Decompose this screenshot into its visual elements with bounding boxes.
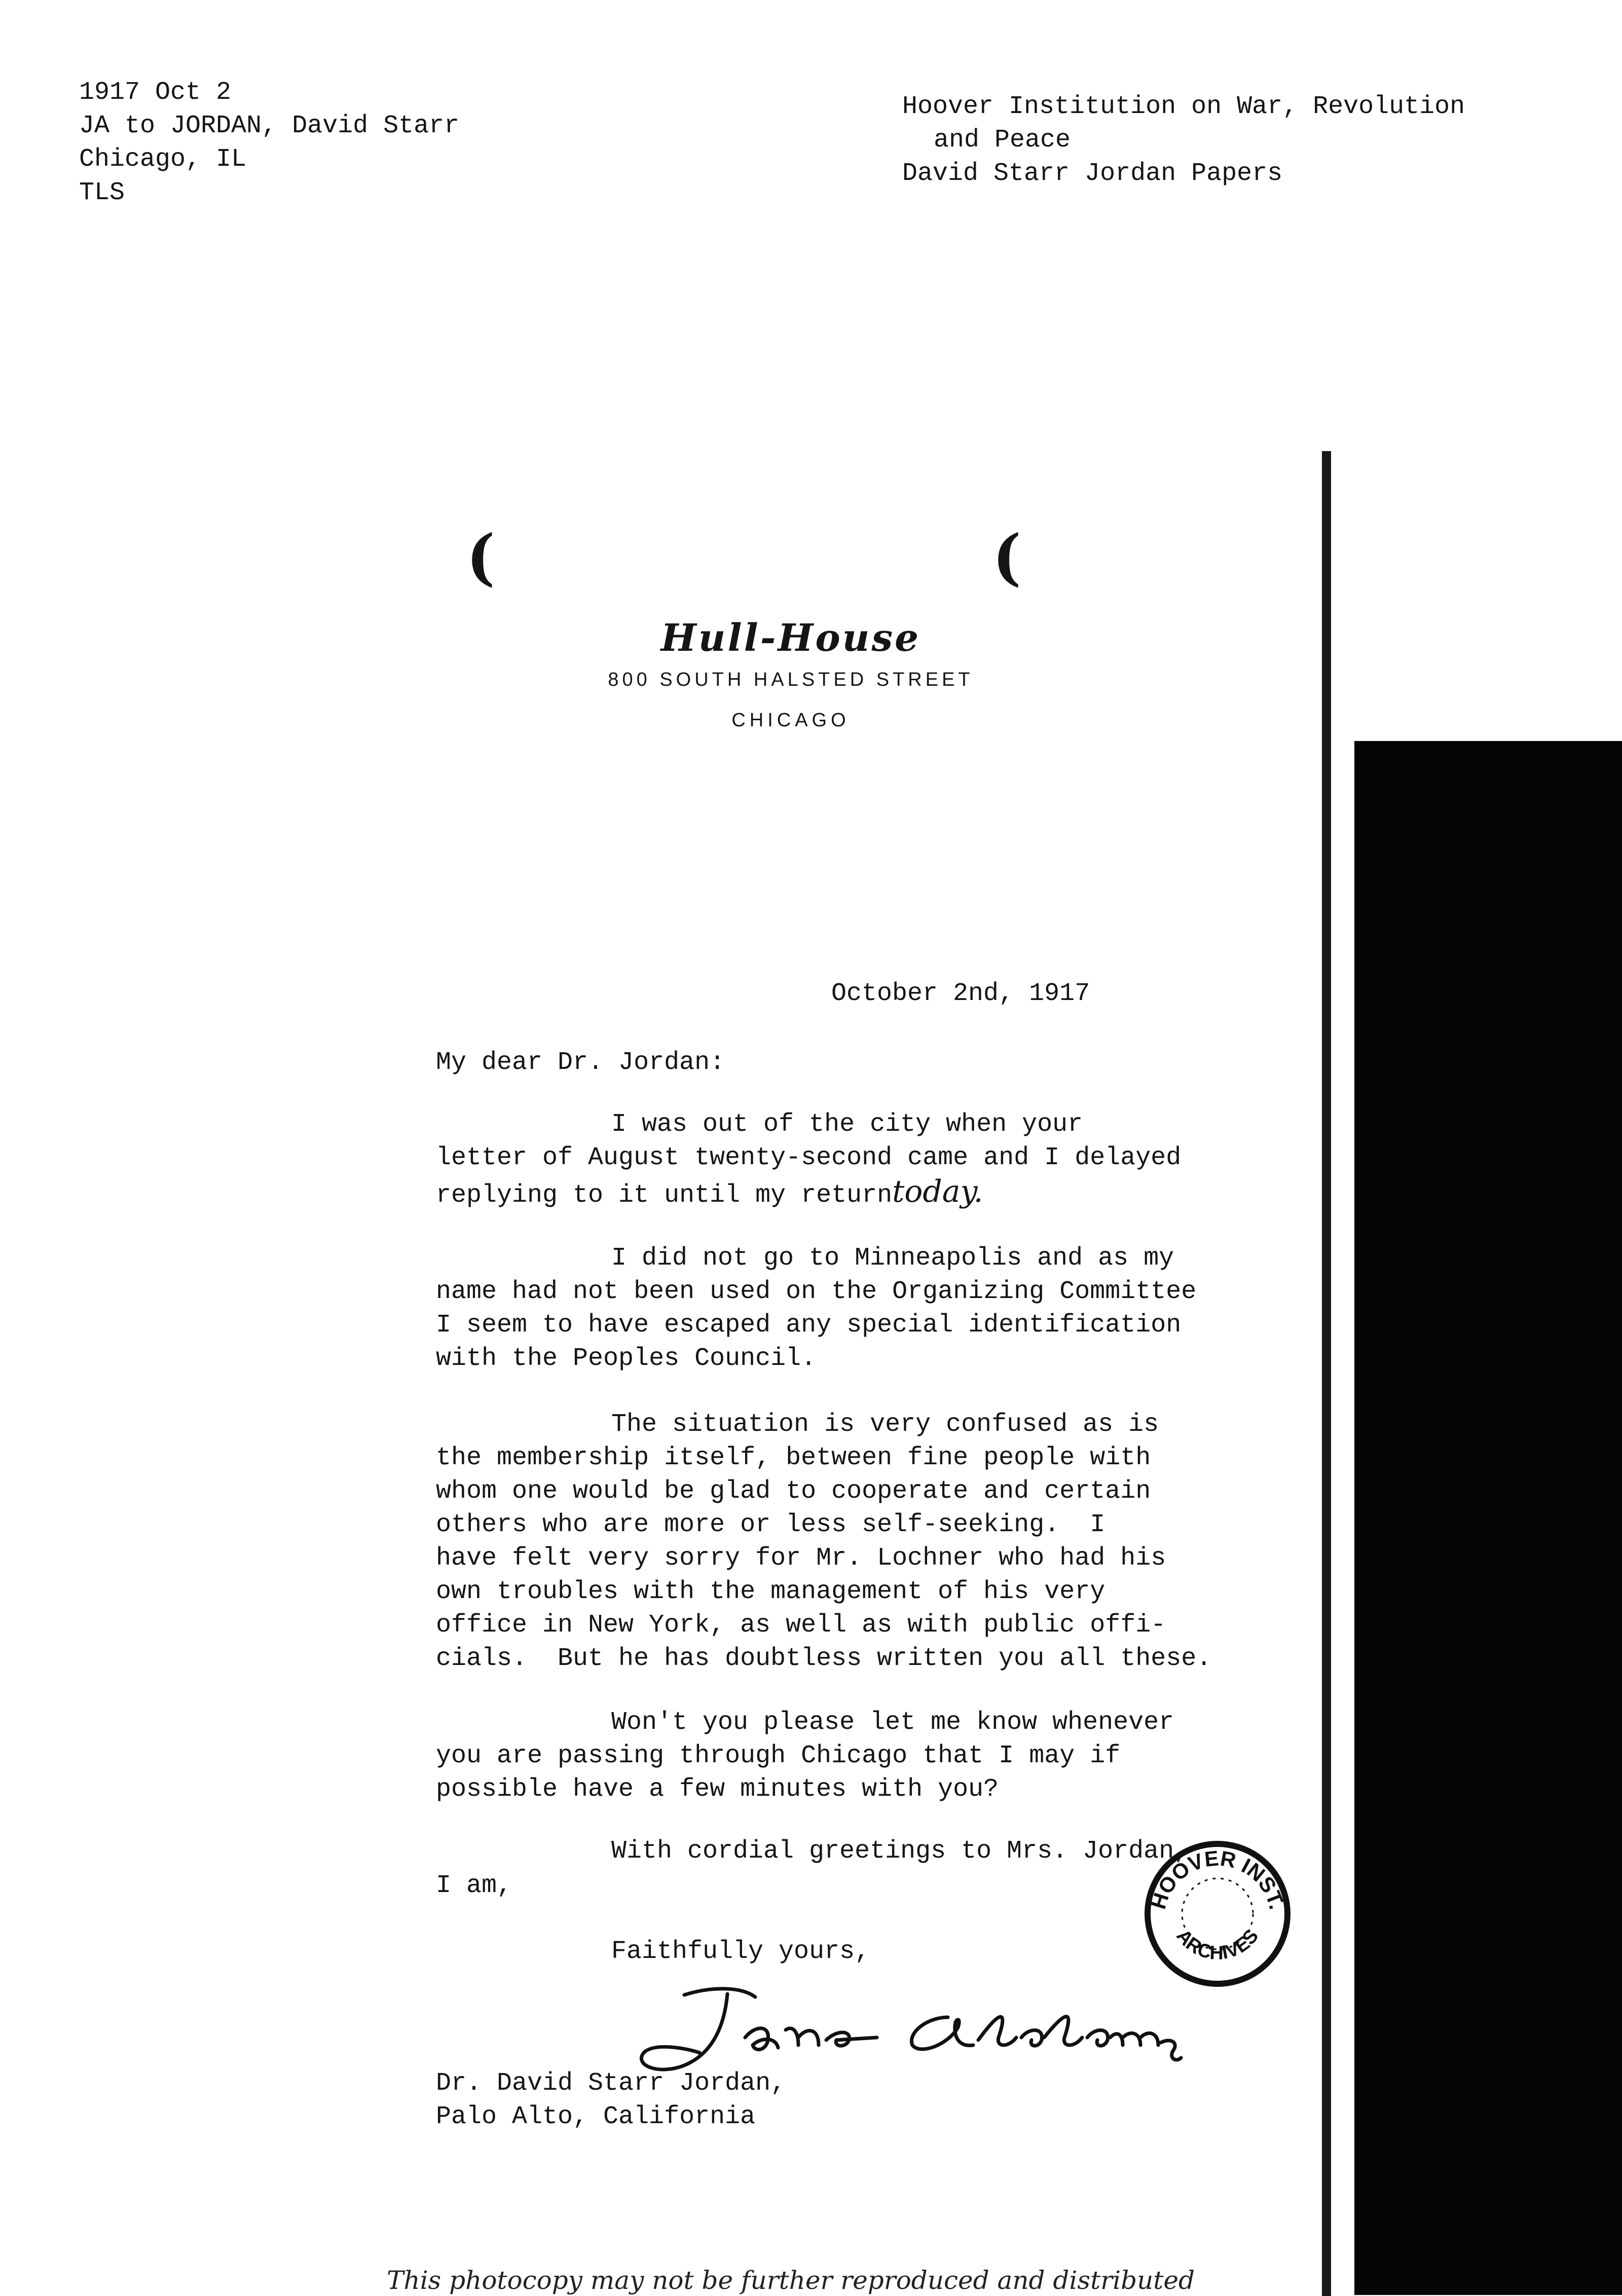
paragraph-line: have felt very sorry for Mr. Lochner who had his <box>436 1544 1166 1573</box>
reproduction-notice: This photocopy may not be further reproduced and distributed <box>387 2266 1195 2295</box>
svg-text:ARCHIVES <box>1172 1925 1263 1964</box>
recipient-name: Dr. David Starr Jordan, <box>436 2069 786 2098</box>
paragraph-line: possible have a few minutes with you? <box>436 1775 999 1804</box>
letter-paragraph-3 <box>436 1408 1211 1676</box>
paragraph-line: own troubles with the management of his very <box>436 1577 1105 1606</box>
repository-name-continued: and Peace <box>934 126 1071 155</box>
paragraph-line: whom one would be glad to cooperate and certain <box>436 1477 1151 1506</box>
letter-recipient <box>436 2067 786 2134</box>
citation-correspondents: JA to JORDAN, David Starr <box>79 112 460 140</box>
recipient-address: Palo Alto, California <box>436 2102 756 2131</box>
letter-date: October 2nd, 1917 <box>831 979 1090 1008</box>
typed-text: replying to it until my return <box>436 1181 893 1210</box>
archive-stamp <box>1141 1838 1294 1990</box>
paragraph-line: the membership itself, between fine people with <box>436 1443 1151 1472</box>
archive-repository <box>902 90 1465 191</box>
paragraph-line: The situation is very confused as is <box>611 1410 1159 1439</box>
paragraph-line: Won't you please let me know whenever <box>611 1708 1174 1737</box>
letterhead-ornament-right: ( <box>992 522 1021 593</box>
letter-i-am: I am, <box>436 1871 512 1900</box>
archive-citation <box>79 76 459 210</box>
letterhead-city: CHICAGO <box>731 710 850 731</box>
svg-text:HOOVER INST. <box>1146 1846 1289 1912</box>
paragraph-line: I did not go to Minneapolis and as my <box>611 1244 1174 1273</box>
paragraph-line: cials. But he has doubtless written you all these. <box>436 1644 1212 1673</box>
paragraph-line: name had not been used on the Organizing Committee <box>436 1277 1197 1306</box>
letter-salutation: My dear Dr. Jordan: <box>436 1048 725 1077</box>
repository-name: Hoover Institution on War, Revolution <box>902 92 1465 121</box>
letter-greeting: With cordial greetings to Mrs. Jordan, <box>611 1837 1190 1866</box>
handwritten-insertion: today. <box>892 1174 983 1209</box>
citation-date: 1917 Oct 2 <box>79 78 232 107</box>
collection-name: David Starr Jordan Papers <box>902 159 1283 188</box>
letter-paragraph-1 <box>436 1108 1181 1212</box>
letter-closing: Faithfully yours, <box>611 1937 870 1966</box>
stamp-top-text: HOOVER INST. <box>1146 1846 1289 1912</box>
citation-place: Chicago, IL <box>79 145 247 174</box>
paragraph-line-with-correction <box>436 1175 1181 1212</box>
paragraph-line: I seem to have escaped any special identification <box>436 1311 1182 1340</box>
paragraph-line: others who are more or less self-seeking. I <box>436 1510 1105 1539</box>
scan-black-margin <box>1354 741 1622 2295</box>
paragraph-line: office in New York, as well as with public offi- <box>436 1611 1166 1640</box>
paragraph-line: you are passing through Chicago that I may if <box>436 1742 1121 1770</box>
paragraph-line: I was out of the city when your <box>611 1110 1083 1139</box>
letterhead-street: 800 SOUTH HALSTED STREET <box>608 669 974 690</box>
letter-paragraph-4 <box>436 1706 1174 1806</box>
paragraph-line: letter of August twenty-second came and I delayed <box>436 1143 1182 1172</box>
letterhead-ornament-left: ( <box>466 522 495 593</box>
citation-type: TLS <box>79 178 125 207</box>
letterhead-name: Hull-House <box>660 616 921 660</box>
paragraph-line: with the Peoples Council. <box>436 1344 817 1373</box>
stamp-bottom-text: ARCHIVES <box>1172 1925 1263 1964</box>
letter-paragraph-2 <box>436 1242 1196 1376</box>
